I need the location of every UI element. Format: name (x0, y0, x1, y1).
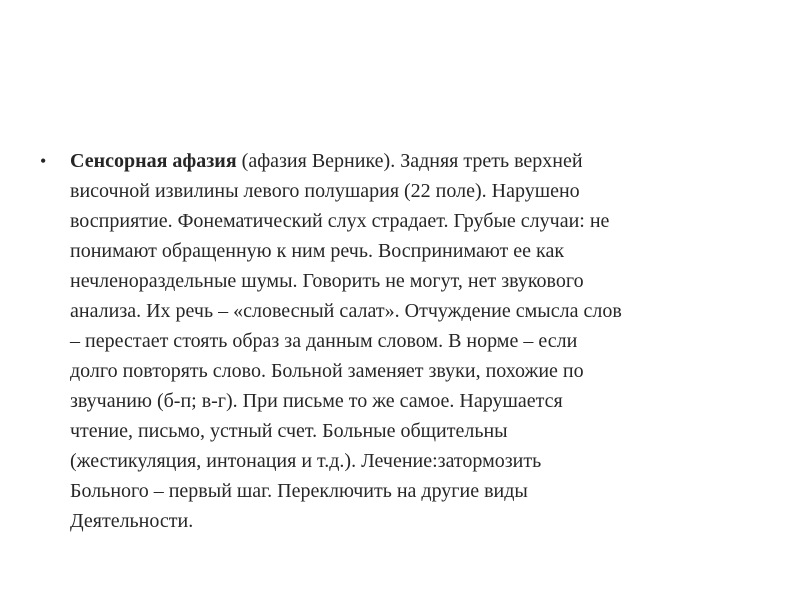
text-line-9: звучанию (б-п; в-г). При письме то же самое. Нарушается (70, 390, 563, 412)
text-line-8: долго повторять слово. Больной заменяет звуки, похожие по (70, 360, 584, 382)
text-line-12: Больного – первый шаг. Переключить на другие виды (70, 480, 528, 502)
text-line-1 (70, 146, 760, 176)
bullet-icon: • (40, 151, 47, 171)
text-line-4: понимают обращенную к ним речь. Воспринимают ее как (70, 240, 565, 262)
text-line-10: чтение, письмо, устный счет. Больные общительны (70, 420, 508, 442)
term-heading: Сенсорная афазия (70, 150, 237, 172)
text-line-11: (жестикуляция, интонация и т.д.). Лечение:затормозить (70, 450, 542, 472)
bullet-item-sensory-aphasia (40, 146, 760, 536)
text-line-6: анализа. Их речь – «словесный салат». Отчуждение смысла слов (70, 300, 622, 322)
text-line-3: восприятие. Фонематический слух страдает. Грубые случаи: не (70, 210, 610, 232)
text-line-13: Деятельности. (70, 510, 194, 532)
text-line-2: височной извилины левого полушария (22 поле). Нарушено (70, 180, 580, 202)
text-line-7: – перестает стоять образ за данным словом. В норме – если (70, 330, 578, 352)
text-line-5: нечленораздельные шумы. Говорить не могут, нет звукового (70, 270, 584, 292)
text-line-1-rest: (афазия Вернике). Задняя треть верхней (236, 150, 583, 172)
bullet-list (40, 146, 760, 536)
